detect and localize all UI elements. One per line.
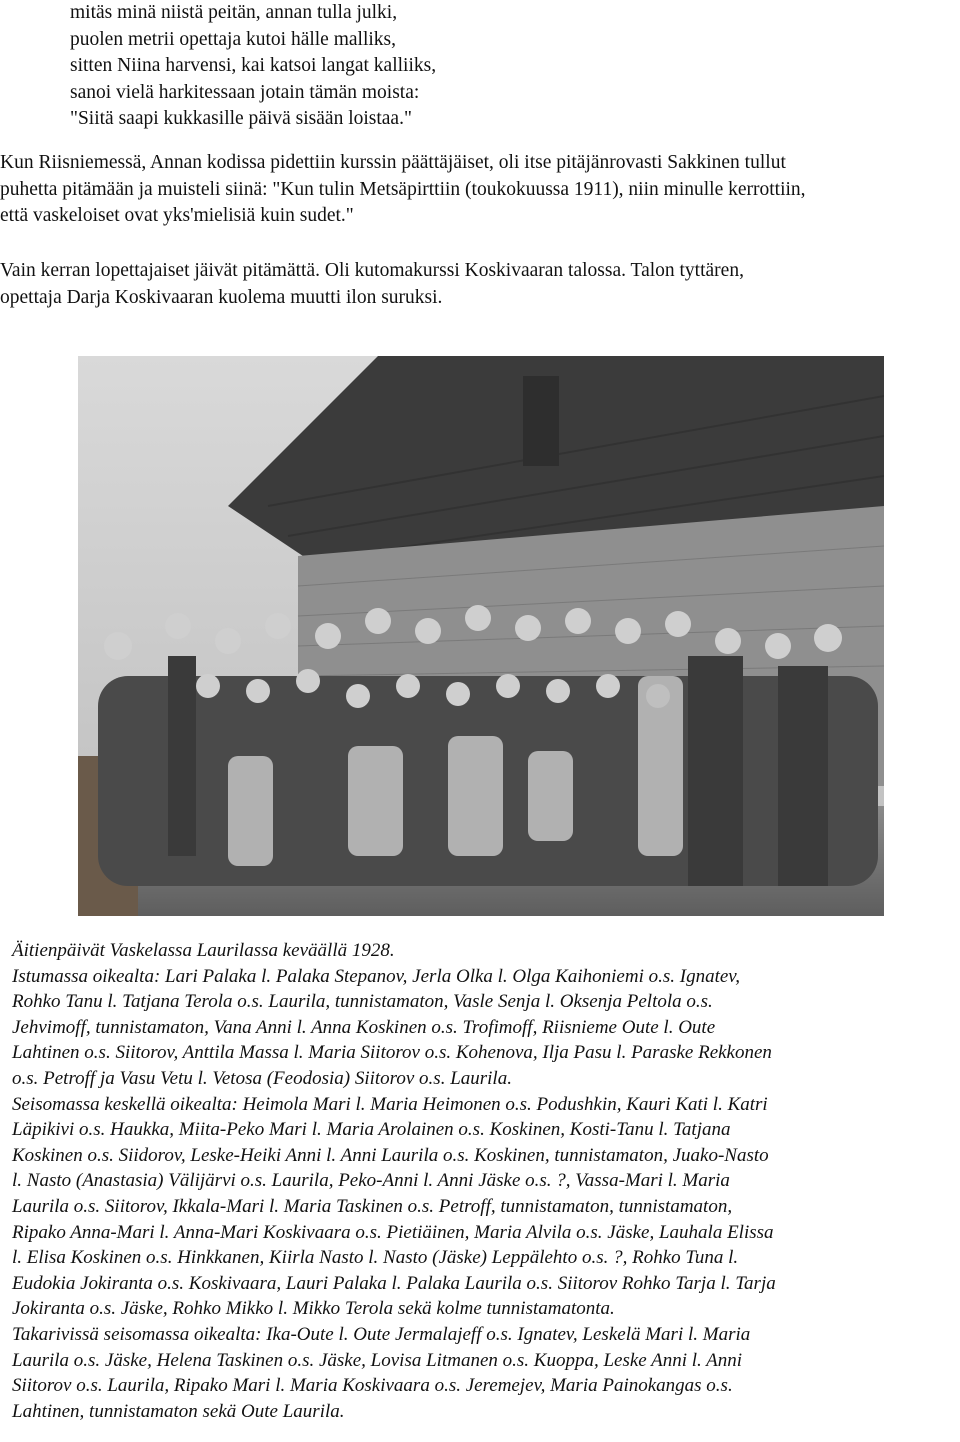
group-photo-icon <box>78 356 884 916</box>
caption-line: l. Nasto (Anastasia) Välijärvi o.s. Laurila, Peko-Anni l. Anni Jäske o.s. ?, Vassa-Mari l. Maria <box>12 1170 730 1192</box>
caption-line: Lahtinen o.s. Siitorov, Anttila Massa l. Maria Siitorov o.s. Kohenova, Ilja Pasu l. Paraske Rekkonen <box>12 1042 772 1064</box>
caption-line: Takarivissä seisomassa oikealta: Ika-Oute l. Oute Jermalajeff o.s. Ignatev, Leskelä Mari l. Maria <box>12 1323 751 1345</box>
caption-line: Laurila o.s. Jäske, Helena Taskinen o.s. Jäske, Lovisa Litmanen o.s. Kuoppa, Leske Anni l. Anni <box>12 1349 743 1371</box>
caption-line: Jokiranta o.s. Jäske, Rohko Mikko l. Mikko Terola sekä kolme tunnistamatonta. <box>12 1298 615 1320</box>
poem-excerpt <box>70 0 630 133</box>
poem-line: puolen metrii opettaja kutoi hälle malliks, <box>70 28 397 50</box>
caption-line: Laurila o.s. Siitorov, Ikkala-Mari l. Maria Taskinen o.s. Petroff, tunnistamaton, tunnistamaton, <box>12 1195 733 1217</box>
caption-line: Koskinen o.s. Siidorov, Leske-Heiki Anni l. Anni Laurila o.s. Koskinen, tunnistamaton, Juako-Nasto <box>12 1144 769 1166</box>
paragraph-weaving-course <box>0 258 960 311</box>
poem-line: "Siitä saapi kukkasille päivä sisään loistaa." <box>70 108 412 129</box>
paragraph-line: Vain kerran lopettajaiset jäivät pitämättä. Oli kutomakurssi Koskivaaran talossa. Talon tyttären, <box>0 260 744 281</box>
chimney <box>523 376 559 466</box>
poem-line: sanoi vielä harkitessaan jotain tämän moista: <box>70 81 420 103</box>
caption-line: o.s. Petroff ja Vasu Vetu l. Vetosa (Feodosia) Siitorov o.s. Laurila. <box>12 1067 512 1089</box>
caption-line: Läpikivi o.s. Haukka, Miita-Peko Mari l. Maria Arolainen o.s. Koskinen, Kosti-Tanu l. Tatjana <box>12 1119 731 1141</box>
caption-line: l. Elisa Koskinen o.s. Hinkkanen, Kiirla Nasto l. Nasto (Jäske) Leppälehto o.s. ?, Rohko Tuna l. <box>12 1247 739 1269</box>
caption-line: Eudokia Jokiranta o.s. Koskivaara, Lauri Palaka l. Palaka Laurila o.s. Siitorov Rohko Tarja l. Tarja <box>12 1272 776 1294</box>
paragraph-line: että vaskeloiset ovat yks'mielisiä kuin sudet." <box>0 205 354 226</box>
group-photo <box>78 356 884 916</box>
photo-caption <box>12 938 952 1424</box>
caption-line: Jehvimoff, tunnistamaton, Vana Anni l. Anna Koskinen o.s. Trofimoff, Riisnieme Oute l. Oute <box>12 1016 716 1038</box>
caption-line: Ripako Anna-Mari l. Anna-Mari Koskivaara o.s. Pietiäinen, Maria Alvila o.s. Jäske, Lauhala Elissa <box>12 1221 774 1243</box>
paragraph-line: puhetta pitämään ja muisteli siinä: "Kun tulin Metsäpirttiin (toukokuussa 1911), niin minulle kerrottiin, <box>0 178 806 200</box>
caption-line: Istumassa oikealta: Lari Palaka l. Palaka Stepanov, Jerla Olka l. Olga Kaihoniemi o.s. Ignatev, <box>12 965 741 987</box>
caption-line: Rohko Tanu l. Tatjana Terola o.s. Laurila, tunnistamaton, Vasle Senja l. Oksenja Peltola o.s. <box>12 991 713 1013</box>
caption-line: Lahtinen, tunnistamaton sekä Oute Laurila. <box>12 1400 345 1422</box>
paragraph-course-closing <box>0 150 960 230</box>
caption-line: Siitorov o.s. Laurila, Ripako Mari l. Maria Koskivaara o.s. Jeremejev, Maria Painokangas o.s. <box>12 1375 733 1397</box>
paragraph-line: opettaja Darja Koskivaaran kuolema muutti ilon suruksi. <box>0 286 443 308</box>
caption-line: Seisomassa keskellä oikealta: Heimola Mari l. Maria Heimonen o.s. Podushkin, Kauri Kati l. Katri <box>12 1093 768 1115</box>
poem-line: mitäs minä niistä peitän, annan tulla julki, <box>70 2 398 23</box>
poem-line: sitten Niina harvensi, kai katsoi langat kalliiks, <box>70 55 437 76</box>
caption-line: Äitienpäivät Vaskelassa Laurilassa keväällä 1928. <box>12 940 395 961</box>
paragraph-line: Kun Riisniemessä, Annan kodissa pidettiin kurssin päättäjäiset, oli itse pitäjänrovasti Sakkinen tullut <box>0 152 786 173</box>
